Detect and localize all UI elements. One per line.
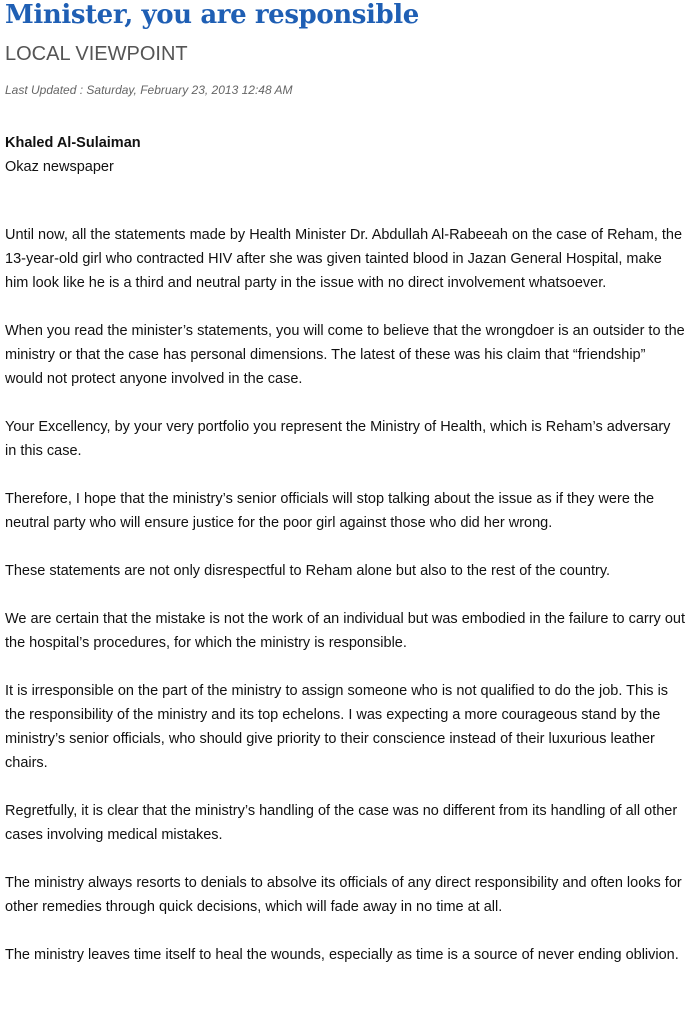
paragraph: These statements are not only disrespectful to Reham alone but also to the rest of the country.: [5, 563, 611, 579]
article-title: Minister, you are responsible: [5, 0, 419, 30]
article-body: [5, 223, 685, 967]
paragraph: Regretfully, it is clear that the ministry’s handling of the case was no different from its handling of all other cases involving medical mistakes.: [5, 803, 678, 843]
section-label: LOCAL VIEWPOINT: [5, 43, 188, 65]
paragraph: When you read the minister’s statements, you will come to believe that the wrongdoer is an outsider to the ministry or that the case has personal dimensions. The latest of these was his claim that “friendship” would not protect anyone involved in the case.: [5, 323, 685, 387]
paragraph: The ministry leaves time itself to heal the wounds, especially as time is a source of never ending oblivion.: [5, 947, 679, 963]
paragraph: Until now, all the statements made by Health Minister Dr. Abdullah Al-Rabeeah on the case of Reham, the 13-year-old girl who contracted HIV after she was given tainted blood in Jazan General Hospital, make him look like he is a third and neutral party in the issue with no direct involvement whatsoever.: [5, 227, 683, 291]
paragraph: Your Excellency, by your very portfolio you represent the Ministry of Health, which is Reham’s adversary in this case.: [5, 419, 671, 459]
author-source: Okaz newspaper: [5, 159, 114, 175]
paragraph: It is irresponsible on the part of the ministry to assign someone who is not qualified to do the job. This is the responsibility of the ministry and its top echelons. I was expecting a more courageous stand by the ministry’s senior officials, who should give priority to their conscience instead of their luxurious leather chairs.: [5, 683, 669, 771]
paragraph: We are certain that the mistake is not the work of an individual but was embodied in the failure to carry out the hospital’s procedures, for which the ministry is responsible.: [5, 611, 685, 651]
last-updated: Last Updated : Saturday, February 23, 2013 12:48 AM: [5, 83, 293, 97]
paragraph: Therefore, I hope that the ministry’s senior officials will stop talking about the issue as if they were the neutral party who will ensure justice for the poor girl against those who did her wrong.: [5, 491, 655, 531]
author-name: Khaled Al-Sulaiman: [5, 135, 141, 151]
paragraph: The ministry always resorts to denials to absolve its officials of any direct responsibility and often looks for other remedies through quick decisions, which will fade away in no time at all.: [5, 875, 682, 915]
article: [5, 0, 685, 991]
